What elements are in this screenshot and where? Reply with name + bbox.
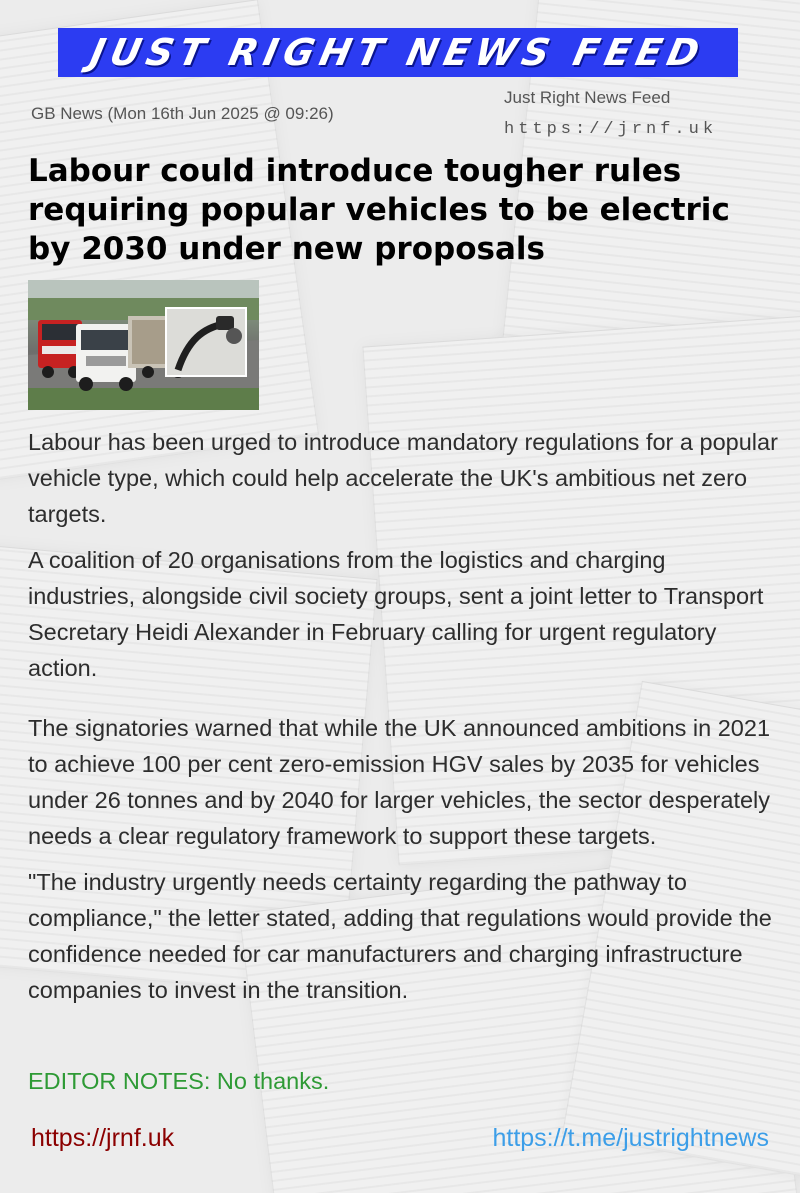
editor-note: EDITOR NOTES: No thanks. — [28, 1068, 330, 1094]
banner — [58, 28, 738, 77]
paragraph-3: The signatories warned that while the UK announced ambitions in 2021 to achieve 100 per cent zero-emission HGV sales by 2035 for vehicles under 26 tonnes and by 2040 for larger vehicles, the sector desperately needs a clear regulatory framework to support these targets. — [28, 715, 771, 849]
headline: Labour could introduce tougher rules requiring popular vehicles to be electric by 2030 under new proposals — [28, 153, 730, 267]
banner-title: JUST RIGHT NEWS FEED — [86, 31, 710, 74]
paragraph-2: A coalition of 20 organisations from the logistics and charging industries, alongside civil society groups, sent a joint letter to Transport Secretary Heidi Alexander in February calling for urgent regulatory action. — [28, 547, 764, 681]
paragraph-1: Labour has been urged to introduce mandatory regulations for a popular vehicle type, which could help accelerate the UK's ambitious net zero targets. — [28, 429, 778, 527]
telegram-link[interactable]: https://t.me/justrightnews — [492, 1124, 769, 1152]
article-body — [28, 424, 778, 1018]
site-link[interactable]: https://jrnf.uk — [31, 1124, 175, 1152]
trucks-and-ev-charger-photo-icon — [28, 280, 259, 410]
source-line: GB News (Mon 16th Jun 2025 @ 09:26) — [31, 104, 334, 123]
site-name: Just Right News Feed — [504, 88, 671, 107]
article-image — [28, 280, 259, 410]
site-url[interactable]: https://jrnf.uk — [504, 120, 718, 139]
paragraph-4: "The industry urgently needs certainty regarding the pathway to compliance," the letter stated, adding that regulations would provide the confidence needed for car manufacturers and charging infrastructure companies to invest in the transition. — [28, 869, 772, 1003]
